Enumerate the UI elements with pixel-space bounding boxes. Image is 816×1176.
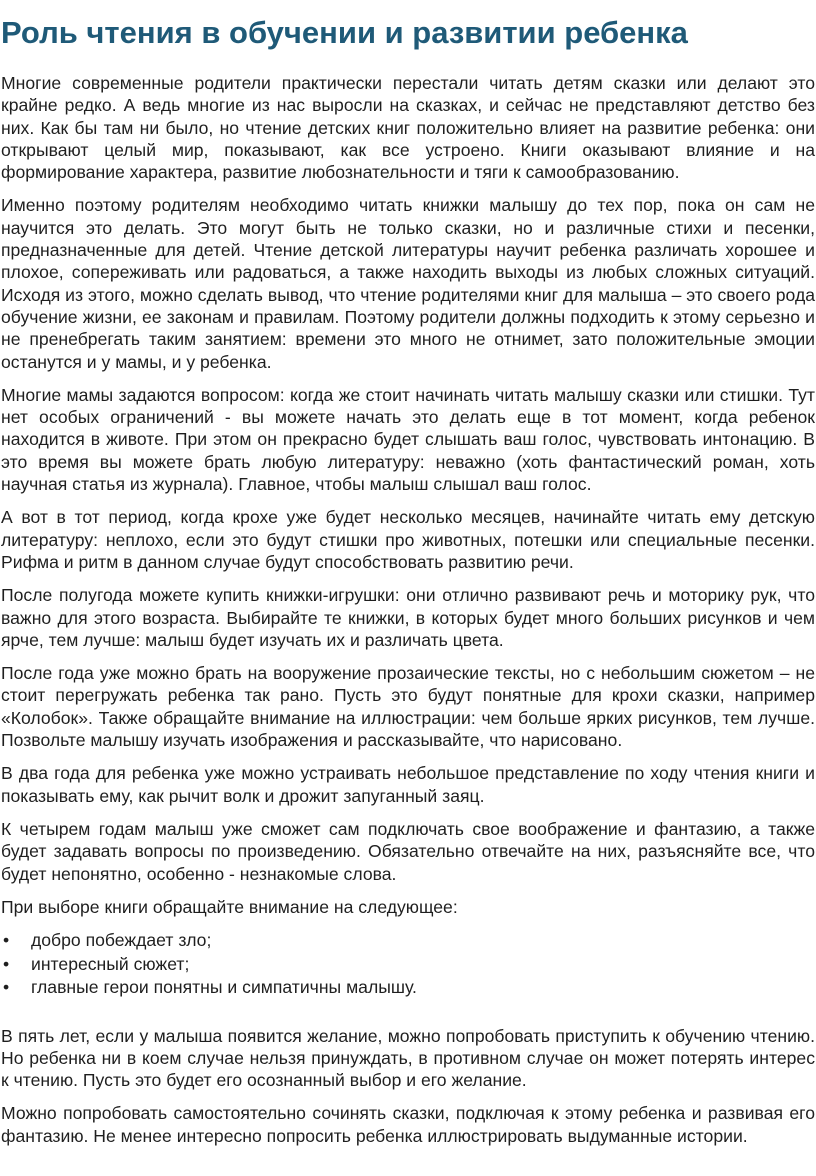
list-item-text: интересный сюжет; xyxy=(31,953,190,974)
list-item-text: добро побеждает зло; xyxy=(31,930,212,951)
paragraph-half-year: После полугода можете купить книжки-игрушки: они отлично развивают речь и моторику рук, что важно для этого возраста. Выбирайте те книжки, в которых будет много больших рисунков и чем ярче, тем лучше: малыш будет изучать их и различать цвета. xyxy=(1,585,815,650)
paragraph-why-read: Именно поэтому родителям необходимо читать книжки малышу до тех пор, пока он сам не научится это делать. Это могут быть не только сказки, но и различные стихи и песенки, предназначенные для детей. Чтение детской литературы научит ребенка различать хорошее и плохое, сопереживать или радоваться, а также находить выходы из любых сложных ситуаций. Исходя из этого, можно сделать вывод, что чтение родителями книг для малыша – это своего рода обучение жизни, ее законам и правилам. Поэтому родители должны подходить к этому серьезно и не пренебрегать таким занятием: времени это много не отнимет, зато положительные эмоции останутся и у мамы, и у ребенка. xyxy=(1,195,815,372)
list-item xyxy=(1,929,815,953)
list-item xyxy=(1,953,815,977)
page-title: Роль чтения в обучении и развитии ребенка xyxy=(1,15,688,50)
paragraph-compose-tales: Можно попробовать самостоятельно сочинять сказки, подключая к этому ребенка и развивая его фантазию. Не менее интересно попросить ребенка иллюстрировать выдуманные истории. xyxy=(1,1103,815,1146)
paragraph-choice-intro: При выборе книги обращайте внимание на следующее: xyxy=(1,896,458,917)
paragraph-two-years: В два года для ребенка уже можно устраивать небольшое представление по ходу чтения книги и показывать ему, как рычит волк и дрожит запуганный заяц. xyxy=(1,763,815,806)
paragraph-intro: Многие современные родители практически перестали читать детям сказки или делают это крайне редко. А ведь многие из нас выросли на сказках, и сейчас не представляют детство без них. Как бы там ни было, но чтение детских книг положительно влияет на развитие ребенка: они открывают целый мир, показывают, как все устроено. Книги оказывают влияние и на формирование характера, развитие любознательности и тяги к самообразованию. xyxy=(1,73,815,183)
paragraph-five-years: В пять лет, если у малыша появится желание, можно попробовать приступить к обучению чтению. Но ребенка ни в коем случае нельзя принуждать, в противном случае он может потерять интерес к чтению. Пусть это будет его осознанный выбор и его желание. xyxy=(1,1025,815,1091)
list-item-text: главные герои понятны и симпатичны малышу. xyxy=(31,977,417,998)
bullet-icon: • xyxy=(3,977,10,998)
list-item xyxy=(1,976,815,1000)
bullet-icon: • xyxy=(3,930,10,951)
criteria-list xyxy=(1,929,815,1000)
paragraph-four-years: К четырем годам малыш уже сможет сам подключать свое воображение и фантазию, а также будет задавать вопросы по произведению. Обязательно отвечайте на них, разъясняйте все, что будет непонятно, особенно - незнакомые слова. xyxy=(1,818,815,884)
paragraph-months: А вот в тот период, когда крохе уже будет несколько месяцев, начинайте читать ему детскую литературу: неплохо, если это будут стишки про животных, потешки или специальные песенки. Рифма и ритм в данном случае будут способствовать развитию речи. xyxy=(1,507,815,572)
paragraph-one-year: После года уже можно брать на вооружение прозаические тексты, но с небольшим сюжетом – не стоит перегружать ребенка так рано. Пусть это будут понятные для крохи сказки, например «Колобок». Также обращайте внимание на иллюстрации: чем больше ярких рисунков, тем лучше. Позвольте малышу изучать изображения и рассказывайте, что нарисовано. xyxy=(1,663,815,751)
bullet-icon: • xyxy=(3,953,10,974)
paragraph-when-start: Многие мамы задаются вопросом: когда же стоит начинать читать малышу сказки или стишки. Тут нет особых ограничений - вы можете начать это делать еще в тот момент, когда ребенок находится в животе. При этом он прекрасно будет слышать ваш голос, чувствовать интонацию. В это время вы можете брать любую литературу: неважно (хоть фантастический роман, хоть научная статья из журнала). Главное, чтобы малыш слышал ваш голос. xyxy=(1,384,815,495)
